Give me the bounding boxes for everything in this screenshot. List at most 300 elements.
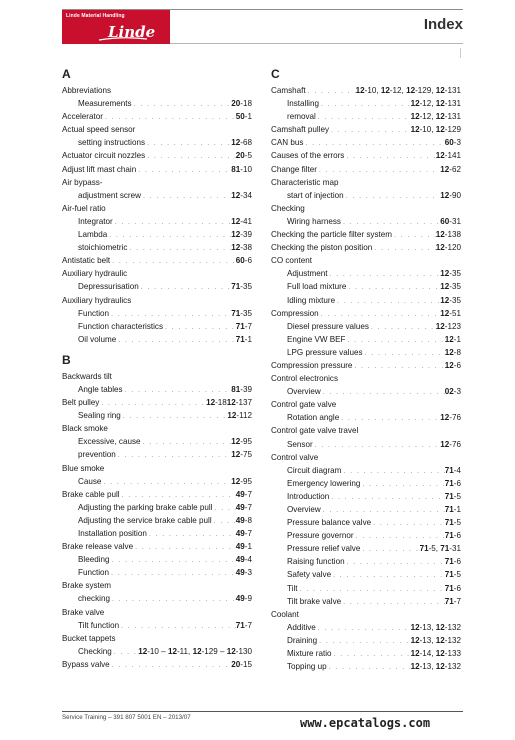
page-number: -18 <box>240 99 252 109</box>
entry-term: Wiring harness <box>287 216 341 226</box>
page-reference <box>236 553 252 566</box>
page-number: -6 <box>244 256 252 266</box>
page-number: -13, <box>419 662 436 672</box>
chapter-number: 12 <box>435 230 445 240</box>
page-number: -131 <box>444 112 461 122</box>
index-subentry <box>271 294 461 307</box>
chapter-number: 12 <box>410 99 420 109</box>
entry-term: Accelerator <box>62 112 103 122</box>
entry-term: Diesel pressure values <box>287 321 369 331</box>
page-reference <box>440 307 461 320</box>
entry-term: Adjusting the parking brake cable pull <box>78 502 213 512</box>
index-subentry <box>271 438 461 451</box>
page-number: -129, <box>415 86 436 95</box>
chapter-number: 81 <box>231 384 241 394</box>
entry-term: LPG pressure values <box>287 347 363 357</box>
dot-leader <box>127 242 231 255</box>
page-number: -141 <box>444 151 461 161</box>
page-number: -7 <box>244 489 252 499</box>
page-reference <box>445 346 461 359</box>
chapter-number: 60 <box>235 256 245 266</box>
entry-term: Control valve <box>271 452 319 462</box>
index-subentry <box>271 320 461 333</box>
chapter-number: 71 <box>444 570 454 580</box>
entry-term: Backwards tilt <box>62 371 112 381</box>
page-number: -95 <box>240 476 252 486</box>
page-reference <box>440 438 461 451</box>
chapter-number: 12 <box>435 86 445 95</box>
index-subentry <box>62 448 252 461</box>
page-number: -34 <box>240 190 252 200</box>
index-entry <box>271 608 461 621</box>
index-subentry <box>62 527 252 540</box>
entry-term: Control gate valve <box>271 400 337 410</box>
page-reference <box>411 647 461 660</box>
entry-term: Pressure balance valve <box>287 518 372 528</box>
index-entry <box>62 84 252 97</box>
index-subentry <box>62 645 252 658</box>
page-number: -10 <box>240 164 252 174</box>
index-entry <box>62 163 252 176</box>
index-subentry <box>271 634 461 647</box>
chapter-number: 12 <box>410 635 420 645</box>
chapter-number: 71 <box>235 620 245 630</box>
dot-leader <box>132 98 232 111</box>
chapter-number: 12 <box>355 86 365 95</box>
page-number: -51 <box>449 308 461 318</box>
page-number: -7 <box>244 529 252 538</box>
index-entry <box>62 176 252 189</box>
page-number: -138 <box>444 230 461 240</box>
entry-term: Checking <box>271 203 305 213</box>
chapter-number: 12 <box>231 230 241 240</box>
index-subentry <box>271 477 461 490</box>
chapter-number: 12 <box>440 269 450 279</box>
chapter-number: 12 <box>410 622 420 632</box>
page-number: -7 <box>244 620 252 630</box>
page-reference <box>436 149 461 162</box>
page-reference <box>445 595 461 608</box>
chapter-number: 71 <box>444 557 454 567</box>
index-entry <box>271 163 461 176</box>
entry-term: Additive <box>287 622 316 632</box>
page-reference <box>411 123 461 136</box>
chapter-number: 12 <box>440 282 450 292</box>
chapter-number: 12 <box>440 439 450 449</box>
page-number: -75 <box>240 450 252 460</box>
entry-term: Brake system <box>62 581 112 591</box>
page-reference <box>445 582 461 595</box>
page-number: -76 <box>449 413 461 423</box>
entry-term: setting instructions <box>78 138 146 148</box>
entry-term: Emergency lowering <box>287 478 361 488</box>
page-number: -12, <box>419 112 436 122</box>
index-subentry <box>271 97 461 110</box>
index-subentry <box>62 592 252 605</box>
dot-leader <box>319 98 411 111</box>
page-number: -68 <box>240 138 252 148</box>
page-reference <box>231 215 252 228</box>
page-number: -62 <box>449 164 461 174</box>
index-entry <box>62 658 252 671</box>
entry-term: Adjusting the service brake cable pull <box>78 515 212 525</box>
index-entry <box>271 228 461 241</box>
chapter-number: 49 <box>235 529 245 538</box>
dot-leader <box>110 659 232 672</box>
page-number: -14, <box>419 649 436 659</box>
page-reference <box>236 501 252 514</box>
dot-leader <box>163 321 236 334</box>
chapter-number: 49 <box>235 594 245 604</box>
index-entry <box>62 488 252 501</box>
page-number: -129 <box>444 125 461 135</box>
entry-term: Belt pulley <box>62 398 100 408</box>
page-reference <box>440 280 461 293</box>
entry-term: Brake release valve <box>62 542 134 552</box>
section-letter: B <box>62 352 71 367</box>
page-reference <box>231 228 252 241</box>
page-reference <box>420 542 461 555</box>
index-subentry <box>62 566 252 579</box>
index-entry <box>62 606 252 619</box>
entry-term: Rotation angle <box>287 413 340 423</box>
entry-term: Full load mixture <box>287 282 347 292</box>
page-reference <box>445 503 461 516</box>
chapter-number: 12 <box>435 243 445 253</box>
index-subentry <box>62 215 252 228</box>
page-number: -8 <box>244 515 252 525</box>
index-subentry <box>271 529 461 542</box>
chapter-number: 12 <box>167 646 177 656</box>
header-rule <box>170 43 463 44</box>
page-number: -12, <box>389 86 407 95</box>
dot-leader <box>332 648 411 661</box>
dot-leader <box>316 111 411 124</box>
page-reference <box>445 464 461 477</box>
index-subentry <box>271 346 461 359</box>
entry-term: Brake valve <box>62 607 105 617</box>
chapter-number: 12 <box>231 243 241 253</box>
page-number: -9 <box>244 594 252 604</box>
page-reference <box>206 396 252 409</box>
page-number: -1 <box>453 505 461 514</box>
entry-term: Antistatic belt <box>62 256 111 266</box>
dot-leader <box>109 567 236 580</box>
page-number: -39 <box>240 230 252 240</box>
index-subentry <box>271 411 461 424</box>
entry-term: Adjustment <box>287 269 328 279</box>
footer-watermark-url: www.epcatalogs.com <box>300 716 431 730</box>
chapter-number: 12 <box>226 398 236 408</box>
entry-term: Control gate valve travel <box>271 426 359 436</box>
index-entry <box>271 307 461 320</box>
chapter-number: 12 <box>410 662 420 672</box>
entry-term: Bypass valve <box>62 659 110 669</box>
index-entry <box>62 540 252 553</box>
index-subentry <box>271 660 461 673</box>
index-entry <box>271 136 461 149</box>
header-tick-mark <box>460 48 461 58</box>
chapter-number: 20 <box>235 151 245 161</box>
page-number: -35 <box>449 295 461 305</box>
chapter-number: 12 <box>410 112 420 122</box>
dot-leader <box>327 661 411 674</box>
entry-term: prevention <box>78 450 116 460</box>
page-reference <box>231 241 252 254</box>
index-subentry <box>271 385 461 398</box>
index-subentry <box>271 464 461 477</box>
dot-leader <box>112 646 138 659</box>
page-number: -130 <box>235 646 252 656</box>
entry-term: Control electronics <box>271 374 339 384</box>
entry-term: Circuit diagram <box>287 465 342 475</box>
dot-leader <box>121 410 228 423</box>
page-reference <box>445 490 461 503</box>
dot-leader <box>372 242 436 255</box>
page-number: -35 <box>449 269 461 279</box>
entry-term: Abbreviations <box>62 86 112 95</box>
index-subentry <box>62 136 252 149</box>
page-reference <box>445 555 461 568</box>
page-reference <box>231 97 252 110</box>
index-entry <box>62 110 252 123</box>
entry-term: Depressurisation <box>78 282 139 292</box>
dot-leader <box>136 164 231 177</box>
chapter-number: 12 <box>435 99 445 109</box>
index-entry <box>62 370 252 383</box>
dot-leader <box>145 150 236 163</box>
index-entry <box>271 123 461 136</box>
index-subentry <box>271 582 461 595</box>
page-reference <box>440 267 461 280</box>
entry-term: Auxiliary hydraulic <box>62 269 128 279</box>
dot-leader <box>116 334 236 347</box>
page-reference <box>236 149 252 162</box>
page-title: Index <box>423 16 463 33</box>
chapter-number: 12 <box>435 125 445 135</box>
page-number: -35 <box>240 282 252 292</box>
page-number: -95 <box>240 437 252 447</box>
entry-term: Causes of the errors <box>271 151 345 161</box>
footer-rule <box>62 711 463 712</box>
index-entry <box>62 254 252 267</box>
chapter-number: 12 <box>226 646 236 656</box>
chapter-number: 49 <box>235 502 245 512</box>
page-number: -11, <box>176 646 193 656</box>
entry-term: Camshaft pulley <box>271 125 330 135</box>
chapter-number: 12 <box>435 662 445 672</box>
dot-leader <box>329 124 411 137</box>
index-subentry <box>62 501 252 514</box>
chapter-number: 12 <box>435 635 445 645</box>
page-reference <box>445 333 461 346</box>
entry-term: start of injection <box>287 190 344 200</box>
dot-leader <box>331 569 445 582</box>
dot-leader <box>141 436 232 449</box>
chapter-number: 71 <box>444 596 454 606</box>
chapter-number: 49 <box>235 542 245 552</box>
index-entry <box>62 422 252 435</box>
chapter-number: 71 <box>440 544 450 554</box>
page-reference <box>231 448 252 461</box>
page-reference <box>440 163 461 176</box>
page-number: -15 <box>240 659 252 669</box>
page-number: -39 <box>240 384 252 394</box>
entry-term: Sensor <box>287 439 313 449</box>
entry-term: Pressure governor <box>287 531 354 541</box>
dot-leader <box>316 622 411 635</box>
chapter-number: 49 <box>235 489 245 499</box>
index-entry <box>62 202 252 215</box>
index-subentry <box>62 475 252 488</box>
chapter-number: 71 <box>444 583 454 593</box>
index-subentry <box>271 110 461 123</box>
page-reference <box>231 307 252 320</box>
entry-term: Lambda <box>78 230 108 240</box>
chapter-number: 71 <box>444 478 454 488</box>
page-reference <box>411 110 461 123</box>
entry-term: Tilt brake valve <box>287 596 342 606</box>
chapter-number: 71 <box>444 465 454 475</box>
page-reference <box>440 411 461 424</box>
page-reference <box>236 619 252 632</box>
entry-term: Installation position <box>78 529 147 538</box>
dot-leader <box>329 491 444 504</box>
page-reference <box>236 254 252 267</box>
page-reference <box>236 566 252 579</box>
entry-term: Compression pressure <box>271 360 353 370</box>
dot-leader <box>369 321 436 334</box>
page-number: -35 <box>240 308 252 318</box>
logo-swoosh-icon <box>98 36 148 41</box>
page-number: -1 <box>244 334 252 344</box>
page-reference <box>236 488 252 501</box>
chapter-number: 71 <box>235 334 245 344</box>
index-entry <box>271 398 461 411</box>
page-number: -8 <box>453 347 461 357</box>
chapter-number: 12 <box>231 437 241 447</box>
entry-term: Topping up <box>287 662 327 672</box>
index-subentry <box>62 409 252 422</box>
page-number: -132 <box>444 662 461 672</box>
index-entry <box>271 202 461 215</box>
chapter-number: 12 <box>435 112 445 122</box>
index-subentry <box>62 320 252 333</box>
chapter-number: 71 <box>419 544 429 554</box>
page-number: -5 <box>453 518 461 528</box>
dot-leader <box>313 439 441 452</box>
chapter-number: 12 <box>410 649 420 659</box>
index-subentry <box>271 280 461 293</box>
page-number: -6 <box>453 557 461 567</box>
dot-leader <box>212 515 236 528</box>
entry-term: Compression <box>271 308 319 318</box>
page-reference <box>231 383 252 396</box>
page-number: -131 <box>444 99 461 109</box>
page-reference <box>436 228 461 241</box>
page-reference <box>436 241 461 254</box>
dot-leader <box>113 216 232 229</box>
chapter-number: 71 <box>444 531 454 541</box>
entry-term: Cause <box>78 476 102 486</box>
index-subentry <box>271 621 461 634</box>
index-subentry <box>271 568 461 581</box>
page-number: -3 <box>453 138 461 148</box>
index-subentry <box>62 307 252 320</box>
index-entry <box>271 372 461 385</box>
page-reference <box>445 385 461 398</box>
page-number: -38 <box>240 243 252 253</box>
chapter-number: 12 <box>231 450 241 460</box>
dot-leader <box>119 620 236 633</box>
index-entry <box>271 424 461 437</box>
chapter-number: 12 <box>406 86 416 95</box>
entry-term: Draining <box>287 635 318 645</box>
index-subentry <box>271 595 461 608</box>
chapter-number: 12 <box>440 164 450 174</box>
index-subentry <box>62 435 252 448</box>
index-subentry <box>62 514 252 527</box>
dot-leader <box>392 229 436 242</box>
index-subentry <box>62 333 252 346</box>
page-number: -4 <box>244 555 252 565</box>
entry-term: Auxiliary hydraulics <box>62 295 132 305</box>
entry-term: Sealing ring <box>78 411 121 421</box>
chapter-number: 12 <box>444 360 454 370</box>
entry-term: Excessive, cause <box>78 437 141 447</box>
page-reference <box>411 660 461 673</box>
entry-term: Actuator circuit nozzles <box>62 151 146 161</box>
page-number: -6 <box>453 583 461 593</box>
chapter-number: 12 <box>440 413 450 423</box>
dot-leader <box>213 502 236 515</box>
page-reference <box>231 136 252 149</box>
page-number: -6 <box>453 478 461 488</box>
chapter-number: 49 <box>235 555 245 565</box>
page-number: -7 <box>244 321 252 331</box>
entry-term: Function <box>78 308 110 318</box>
page-number: -131 <box>444 86 461 95</box>
page-number: -76 <box>449 439 461 449</box>
dot-leader <box>110 593 236 606</box>
page-reference <box>231 189 252 202</box>
page-number: -10, <box>364 86 381 95</box>
page-header <box>62 9 463 43</box>
dot-leader <box>110 255 236 268</box>
index-subentry <box>62 189 252 202</box>
page-number: -31 <box>449 216 461 226</box>
chapter-number: 12 <box>435 649 445 659</box>
entry-term: Checking <box>78 646 112 656</box>
page-number: -5, <box>428 544 441 554</box>
page-number: -5 <box>453 570 461 580</box>
entry-term: checking <box>78 594 110 604</box>
section-letter: A <box>62 67 71 81</box>
chapter-number: 12 <box>435 622 445 632</box>
index-entry <box>62 267 252 280</box>
page-reference <box>411 621 461 634</box>
chapter-number: 12 <box>192 646 202 656</box>
index-column-left <box>62 66 252 671</box>
entry-term: CO content <box>271 256 312 266</box>
entry-term: Tilt <box>287 583 298 593</box>
page-reference <box>445 359 461 372</box>
dot-leader <box>321 386 445 399</box>
page-number: -123 <box>444 321 461 331</box>
index-entry <box>271 84 461 97</box>
chapter-number: 12 <box>138 646 148 656</box>
page-number: -1 <box>244 112 252 122</box>
